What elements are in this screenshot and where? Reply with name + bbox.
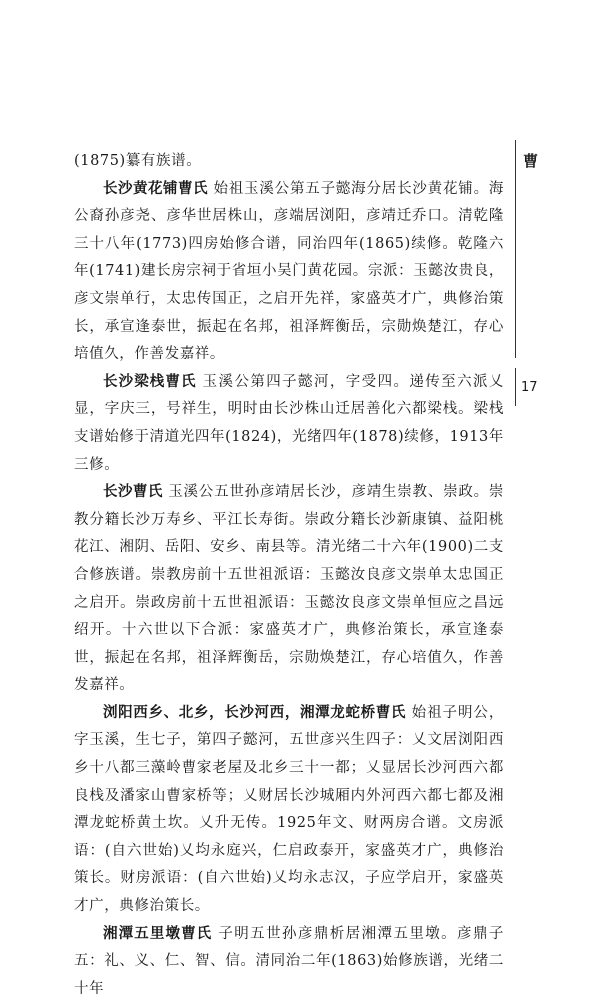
- paragraph-5: [74, 921, 504, 1003]
- paragraph-2: [74, 369, 504, 479]
- clan-heading: 长沙曹氏: [103, 484, 163, 501]
- clan-heading: 长沙梁栈曹氏: [103, 373, 197, 390]
- paragraph-text: (1875)纂有族谱。: [74, 153, 202, 169]
- clan-heading: 长沙黄花铺曹氏: [103, 180, 209, 197]
- paragraph-4: [74, 700, 504, 921]
- paragraph-1: [74, 176, 504, 369]
- paragraph-text: 始祖子明公，字玉溪，生七子，第四子懿河，五世彦兴生四子：乂文居浏阳西乡十八都三藻岭曹家老屋及北乡三十一都；乂显居长沙河西六都良栈及潘家山曹家桥等；乂财居长沙城厢内外河西六都七都及湘潭龙蛇桥黄土坎。乂升无传。1925年文、财两房合谱。文房派语：(自六世始)乂均永庭兴，仁启政泰开，家盛英才广，典修治策长。财房派语：(自六世始)乂均永志汉，子应学启开，家盛英才广，典修治策长。: [74, 704, 504, 915]
- page-number: 17: [521, 380, 538, 395]
- paragraph-0: [74, 148, 504, 176]
- margin-rule-lower: [515, 368, 516, 406]
- paragraph-text: 始祖玉溪公第五子懿海分居长沙黄花铺。海公裔孙彦尧、彦华世居株山，彦端居浏阳，彦靖迁乔口。清乾隆三十八年(1773)四房始修合谱，同治四年(1865)续修。乾隆六年(1741)建长房宗祠于省垣小吴门黄花园。宗派：玉懿汝贵良，彦文崇单行，太忠传国正，之启开先祥，家盛英才广，典修治策长，承宣逢泰世，振起在名邦，祖泽辉衡岳，宗勋焕楚江，存心培值久，作善发嘉祥。: [74, 180, 504, 363]
- paragraph-text: 玉溪公五世孙彦靖居长沙，彦靖生崇教、崇政。崇教分籍长沙万寿乡、平江长寿街。崇政分籍长沙新康镇、益阳桃花江、湘阴、岳阳、安乡、南县等。清光绪二十六年(1900)二支合修族谱。崇教房前十五世祖派语：玉懿汝良彦文崇单太忠国正之启开。崇政房前十五世祖派语：玉懿汝良彦文崇单恒应之昌远绍开。十六世以下合派：家盛英才广，典修治策长，承宣逢泰世，振起在名邦，祖泽辉衡岳，宗勋焕楚江，存心培值久，作善发嘉祥。: [74, 484, 504, 694]
- paragraph-text: 玉溪公第四子懿河，字受四。递传至六派乂显，字庆三，号祥生，明时由长沙株山迁居善化六都梁栈。梁栈支谱始修于清道光四年(1824)，光绪四年(1878)续修，1913年三修。: [74, 373, 504, 473]
- body-text: [74, 148, 504, 1003]
- margin-rule-upper: [515, 140, 516, 358]
- paragraph-3: [74, 479, 504, 700]
- clan-heading: 浏阳西乡、北乡，长沙河西，湘潭龙蛇桥曹氏: [103, 704, 407, 721]
- paragraph-text: 子明五世孙彦鼎析居湘潭五里墩。彦鼎子五：礼、义、仁、智、信。清同治二年(1863)始修族谱，光绪二十年: [74, 925, 504, 997]
- clan-heading: 湘潭五里墩曹氏: [103, 925, 213, 942]
- running-head: 曹: [523, 152, 539, 170]
